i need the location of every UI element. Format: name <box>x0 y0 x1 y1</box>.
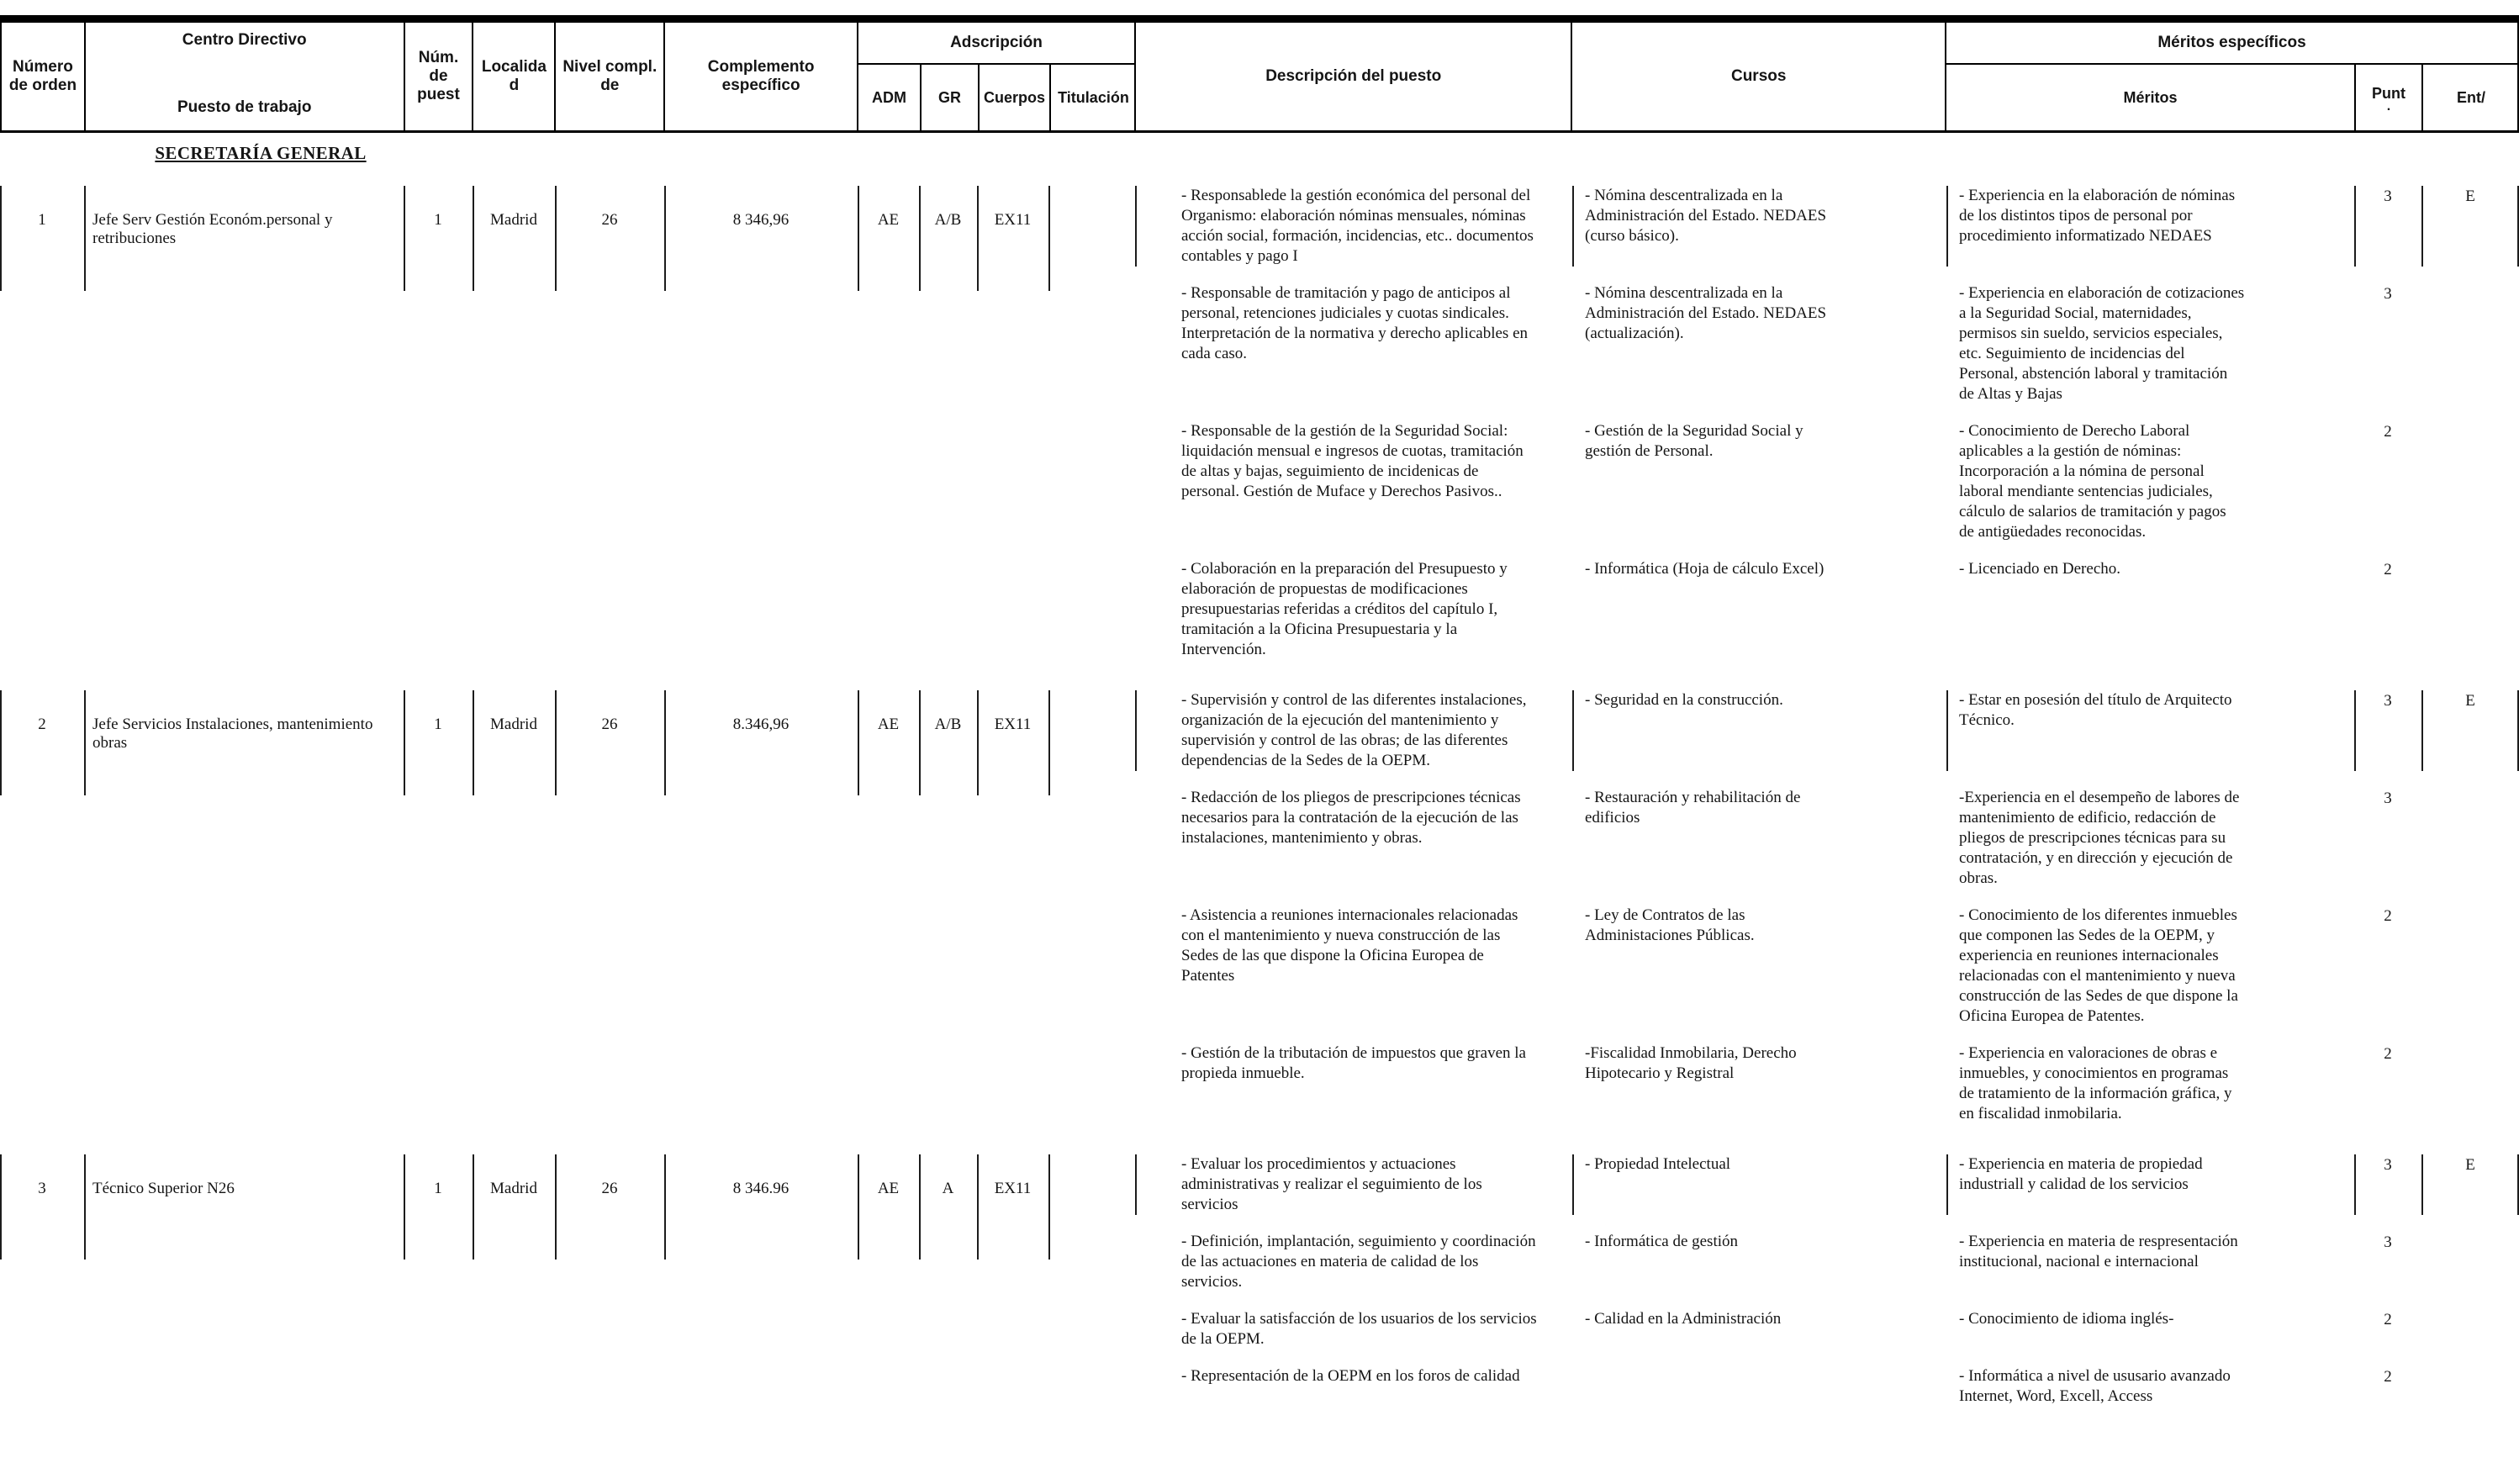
table-row <box>0 186 2519 660</box>
row-cuerpos <box>977 186 1048 291</box>
cursos-text <box>1572 1366 1946 1407</box>
meritos-value: -Experiencia en el desempeño de labores de mantenimiento de edificio, redacción de pliegos de prescripciones técnicas para su contratación, y en dirección y ejecución de obras. <box>1959 789 2240 887</box>
row-gr-value: A <box>942 1180 954 1197</box>
row-adm <box>858 690 919 795</box>
row-num-puestos <box>404 1154 473 1260</box>
row-adm-value: AE <box>877 716 900 733</box>
puntos-value <box>2354 906 2421 1027</box>
ent-letter: E <box>2465 692 2475 710</box>
puntos-value <box>2354 690 2421 771</box>
cursos-text <box>1572 906 1946 1027</box>
col-header-meritos: Méritos <box>2123 89 2178 106</box>
puntos-value <box>2354 559 2421 660</box>
row-order-number <box>0 690 84 795</box>
row-gr <box>919 690 977 795</box>
row-adm <box>858 186 919 291</box>
cursos-text <box>1572 1232 1946 1292</box>
cursos-value: - Gestión de la Seguridad Social y gestión de Personal. <box>1585 422 1803 460</box>
meritos-subheaders <box>1946 65 2517 130</box>
col-header-puesto-trabajo-label: Puesto de trabajo <box>177 98 312 116</box>
row-complemento-value: 8.346,96 <box>732 716 789 733</box>
descripcion-value: - Responsable de la gestión de la Seguridad Social: liquidación mensual e ingresos de cuotas, tramitación de altas y bajas, seguimiento de incidenicas de personal. Gestión de Muface y Derechos Pasivos.. <box>1181 422 1524 500</box>
ent-value <box>2421 1043 2519 1124</box>
row-puesto-value: Jefe Servicios Instalaciones, mantenimiento obras <box>92 716 373 752</box>
row-cuerpos <box>977 1154 1048 1260</box>
descripcion-value: - Evaluar los procedimientos y actuaciones administrativas y realizar el seguimiento de los servicios <box>1181 1155 1482 1213</box>
row-puesto-value: Técnico Superior N26 <box>92 1180 235 1197</box>
meritos-text <box>1946 1154 2354 1215</box>
col-group-meritos-especificos <box>1945 23 2517 130</box>
meritos-value: - Estar en posesión del título de Arquitecto Técnico. <box>1959 691 2232 729</box>
meritos-text <box>1946 788 2354 889</box>
descripcion-text <box>1135 421 1572 542</box>
meritos-value: - Experiencia en materia de propiedad industriall y calidad de los servicios <box>1959 1155 2203 1193</box>
puntos-value <box>2354 1043 2421 1124</box>
puntos-number: 3 <box>2384 1233 2392 1251</box>
descripcion-text <box>1135 1043 1572 1124</box>
col-header-punt-label: Punt <box>2371 85 2405 102</box>
row-complemento-value: 8 346.96 <box>732 1180 789 1197</box>
meritos-text <box>1946 1309 2354 1349</box>
cursos-value: - Restauración y rehabilitación de edificios <box>1585 789 1801 826</box>
table-body <box>0 143 2519 1407</box>
cursos-value: - Informática (Hoja de cálculo Excel) <box>1585 560 1825 578</box>
row-detail-blocks <box>1135 690 2519 1124</box>
puntos-value <box>2354 186 2421 267</box>
col-header-descripcion: Descripción del puesto <box>1134 23 1571 130</box>
col-header-cursos: Cursos <box>1571 23 1945 130</box>
col-header-centro-directivo <box>84 23 404 130</box>
descripcion-value: - Asistencia a reuniones internacionales relacionadas con el mantenimiento y nueva construcción de las Sedes de las que dispone la Oficina Europea de Patentes <box>1181 906 1518 985</box>
col-header-cuerpos: Cuerpos <box>978 65 1049 130</box>
meritos-text <box>1946 559 2354 660</box>
puntos-number: 3 <box>2384 1156 2392 1174</box>
row-gr-value: A/B <box>934 211 962 229</box>
adscripcion-subheaders <box>858 65 1134 130</box>
puntos-number: 3 <box>2384 285 2392 303</box>
ent-value <box>2421 186 2519 267</box>
meritos-text <box>1946 1232 2354 1292</box>
ent-value <box>2421 1154 2519 1215</box>
ent-value <box>2421 906 2519 1027</box>
row-nivel-value: 26 <box>601 1180 618 1197</box>
col-header-adscripcion: Adscripción <box>858 23 1134 65</box>
row-cuerpos-value: EX11 <box>994 716 1032 733</box>
row-order-number-value: 3 <box>38 1180 46 1197</box>
puntos-value <box>2354 1154 2421 1215</box>
puntos-value <box>2354 1309 2421 1349</box>
col-header-adm: ADM <box>871 89 906 106</box>
row-localidad-value: Madrid <box>490 211 537 229</box>
row-nivel-value: 26 <box>601 716 618 733</box>
cursos-text <box>1572 1309 1946 1349</box>
cursos-value: - Propiedad Intelectual <box>1585 1155 1731 1173</box>
row-titulacion <box>1048 690 1135 795</box>
col-header-numero-orden: Número de orden <box>0 23 84 130</box>
descripcion-value: - Redacción de los pliegos de prescripciones técnicas necesarios para la contratación de la ejecución de las instalaciones, mantenimiento y obras. <box>1181 789 1521 847</box>
table-header <box>0 15 2519 133</box>
cursos-text <box>1572 1154 1946 1215</box>
row-adm-value: AE <box>877 1180 900 1197</box>
meritos-value: - Experiencia en materia de respresentación institucional, nacional e internacional <box>1959 1233 2238 1270</box>
col-header-meritos-especificos: Méritos específicos <box>1946 23 2517 65</box>
ent-value <box>2421 1309 2519 1349</box>
row-puesto-trabajo <box>84 690 404 795</box>
page-top-margin <box>0 0 2519 15</box>
row-detail-blocks <box>1135 1154 2519 1407</box>
meritos-text <box>1946 1366 2354 1407</box>
descripcion-value: - Responsable de tramitación y pago de anticipos al personal, retenciones judiciales y cuotas sindicales. Interpretación de la normativa y derecho aplicables en cada caso. <box>1181 284 1528 362</box>
row-localidad-value: Madrid <box>490 716 537 733</box>
table-row <box>0 690 2519 1124</box>
row-detail-blocks <box>1135 186 2519 660</box>
cursos-text <box>1572 559 1946 660</box>
puntos-number: 2 <box>2384 1368 2392 1386</box>
row-nivel <box>555 186 664 291</box>
descripcion-value: - Representación de la OEPM en los foros de calidad <box>1181 1367 1520 1385</box>
cursos-text <box>1572 788 1946 889</box>
meritos-text <box>1946 690 2354 771</box>
puntos-value <box>2354 1366 2421 1407</box>
row-cuerpos-value: EX11 <box>994 1180 1032 1197</box>
cursos-text <box>1572 690 1946 771</box>
row-complemento-value: 8 346,96 <box>732 211 789 229</box>
row-num-puestos <box>404 690 473 795</box>
cursos-value: - Calidad en la Administración <box>1585 1310 1782 1328</box>
row-localidad <box>473 186 555 291</box>
row-num-puestos-value: 1 <box>434 716 442 733</box>
row-complemento <box>664 186 858 291</box>
cursos-value: - Ley de Contratos de las Administaciones Públicas. <box>1585 906 1755 944</box>
puntos-value <box>2354 421 2421 542</box>
row-num-puestos-value: 1 <box>434 211 442 229</box>
col-header-punt-dot: . <box>2386 99 2391 114</box>
ent-value <box>2421 283 2519 404</box>
descripcion-text <box>1135 1309 1572 1349</box>
ent-value <box>2421 421 2519 542</box>
puntos-number: 2 <box>2384 1045 2392 1063</box>
meritos-value: - Conocimiento de los diferentes inmuebles que componen las Sedes de la OEPM, y experiencia en reuniones internacionales relacionadas con el mantenimiento y nueva construcción de las Sedes de que dispone la Oficina Europea de Patentes. <box>1959 906 2238 1025</box>
row-num-puestos <box>404 186 473 291</box>
row-order-number <box>0 186 84 291</box>
row-complemento <box>664 1154 858 1260</box>
meritos-text <box>1946 421 2354 542</box>
row-gr-value: A/B <box>934 716 962 733</box>
descripcion-text <box>1135 1366 1572 1407</box>
descripcion-text <box>1135 283 1572 404</box>
descripcion-value: - Responsablede la gestión económica del personal del Organismo: elaboración nóminas mensuales, nóminas acción social, formación, incidencias, etc.. documentos contables y pago I <box>1181 187 1534 265</box>
cursos-text <box>1572 1043 1946 1124</box>
ent-value <box>2421 1232 2519 1292</box>
ent-value <box>2421 1366 2519 1407</box>
row-cuerpos <box>977 690 1048 795</box>
col-header-ent: Ent/ <box>2421 65 2519 130</box>
row-adm <box>858 1154 919 1260</box>
descripcion-text <box>1135 906 1572 1027</box>
puntos-number: 3 <box>2384 187 2392 205</box>
meritos-value: - Experiencia en elaboración de cotizaciones a la Seguridad Social, maternidades, permisos sin sueldo, servicios especiales, etc. Seguimiento de incidencias del Personal, abstención laboral y tramitación de Altas y Bajas <box>1959 284 2245 403</box>
row-titulacion <box>1048 186 1135 291</box>
ent-value <box>2421 559 2519 660</box>
descripcion-value: - Evaluar la satisfacción de los usuarios de los servicios de la OEPM. <box>1181 1310 1537 1348</box>
row-adm-value: AE <box>877 211 900 229</box>
row-nivel <box>555 690 664 795</box>
puntos-number: 2 <box>2384 907 2392 925</box>
ent-value <box>2421 788 2519 889</box>
descripcion-value: - Supervisión y control de las diferentes instalaciones, organización de la ejecución del mantenimiento y supervisión y control de las obras; de las diferentes dependencias de la Sedes de la OEPM. <box>1181 691 1527 769</box>
ent-letter: E <box>2465 187 2475 205</box>
row-cuerpos-value: EX11 <box>994 211 1032 229</box>
descripcion-text <box>1135 1232 1572 1292</box>
puntos-value <box>2354 788 2421 889</box>
col-header-gr: GR <box>920 65 978 130</box>
puntos-number: 3 <box>2384 790 2392 807</box>
puntos-number: 2 <box>2384 561 2392 578</box>
descripcion-value: - Colaboración en la preparación del Presupuesto y elaboración de propuestas de modificaciones presupuestarias referidas a créditos del capítulo I, tramitación a la Oficina Presupuestaria y la Intervención. <box>1181 560 1508 658</box>
section-heading: SECRETARÍA GENERAL <box>155 143 367 163</box>
puntos-value <box>2354 1232 2421 1292</box>
cursos-text <box>1572 421 1946 542</box>
cursos-value: -Fiscalidad Inmobilaria, Derecho Hipotecario y Registral <box>1585 1044 1797 1082</box>
col-header-centro-directivo-label: Centro Directivo <box>182 31 307 49</box>
col-header-localidad: Localidad <box>472 23 554 130</box>
col-header-titulacion: Titulación <box>1049 65 1136 130</box>
meritos-value: - Experiencia en valoraciones de obras e inmuebles, y conocimientos en programas de tratamiento de la información gráfica, y en fiscalidad inmobilaria. <box>1959 1044 2232 1122</box>
row-localidad <box>473 1154 555 1260</box>
row-localidad <box>473 690 555 795</box>
row-nivel <box>555 1154 664 1260</box>
col-group-adscripcion <box>857 23 1134 130</box>
table-row <box>0 1154 2519 1407</box>
cursos-text <box>1572 186 1946 267</box>
meritos-value: - Informática a nivel de ususario avanzado Internet, Word, Excell, Access <box>1959 1367 2231 1405</box>
meritos-text <box>1946 283 2354 404</box>
col-header-nivel: Nivel compl. de <box>554 23 663 130</box>
row-gr <box>919 186 977 291</box>
row-order-number-value: 1 <box>38 211 46 229</box>
cursos-text <box>1572 283 1946 404</box>
row-order-number <box>0 1154 84 1260</box>
descripcion-value: - Definición, implantación, seguimiento y coordinación de las actuaciones en materia de calidad de los servicios. <box>1181 1233 1536 1291</box>
row-nivel-value: 26 <box>601 211 618 229</box>
meritos-value: - Conocimiento de idioma inglés- <box>1959 1310 2174 1328</box>
descripcion-text <box>1135 186 1572 267</box>
col-header-complemento: Complemento específico <box>663 23 857 130</box>
meritos-value: - Conocimiento de Derecho Laboral aplicables a la gestión de nóminas: Incorporación a la nómina de personal laboral mendiante sentencias judiciales, cálculo de salarios de tramitación y pagos de antigüedades reconocidas. <box>1959 422 2226 541</box>
meritos-text <box>1946 186 2354 267</box>
ent-letter: E <box>2465 1156 2475 1174</box>
row-gr <box>919 1154 977 1260</box>
meritos-text <box>1946 906 2354 1027</box>
meritos-text <box>1946 1043 2354 1124</box>
puntos-number: 2 <box>2384 423 2392 441</box>
descripcion-value: - Gestión de la tributación de impuestos que graven la propieda inmueble. <box>1181 1044 1526 1082</box>
row-puesto-trabajo <box>84 1154 404 1260</box>
row-titulacion <box>1048 1154 1135 1260</box>
cursos-value: - Nómina descentralizada en la Administración del Estado. NEDAES (actualización). <box>1585 284 1827 342</box>
cursos-value: - Informática de gestión <box>1585 1233 1739 1250</box>
row-num-puestos-value: 1 <box>434 1180 442 1197</box>
descripcion-text <box>1135 788 1572 889</box>
puntos-number: 2 <box>2384 1311 2392 1328</box>
row-puesto-value: Jefe Serv Gestión Económ.personal y retribuciones <box>92 211 333 247</box>
puntos-number: 3 <box>2384 692 2392 710</box>
descripcion-text <box>1135 559 1572 660</box>
descripcion-text <box>1135 690 1572 771</box>
ent-value <box>2421 690 2519 771</box>
row-complemento <box>664 690 858 795</box>
meritos-value: - Experiencia en la elaboración de nóminas de los distintos tipos de personal por procedimiento informatizado NEDAES <box>1959 187 2236 245</box>
row-localidad-value: Madrid <box>490 1180 537 1197</box>
row-order-number-value: 2 <box>38 716 46 733</box>
puntos-value <box>2354 283 2421 404</box>
col-header-punt <box>2354 65 2421 130</box>
col-header-num-puestos: Núm. de puest <box>404 23 473 130</box>
cursos-value: - Seguridad en la construcción. <box>1585 691 1783 709</box>
row-puesto-trabajo <box>84 186 404 291</box>
cursos-value: - Nómina descentralizada en la Administración del Estado. NEDAES (curso básico). <box>1585 187 1827 245</box>
descripcion-text <box>1135 1154 1572 1215</box>
meritos-value: - Licenciado en Derecho. <box>1959 560 2121 578</box>
